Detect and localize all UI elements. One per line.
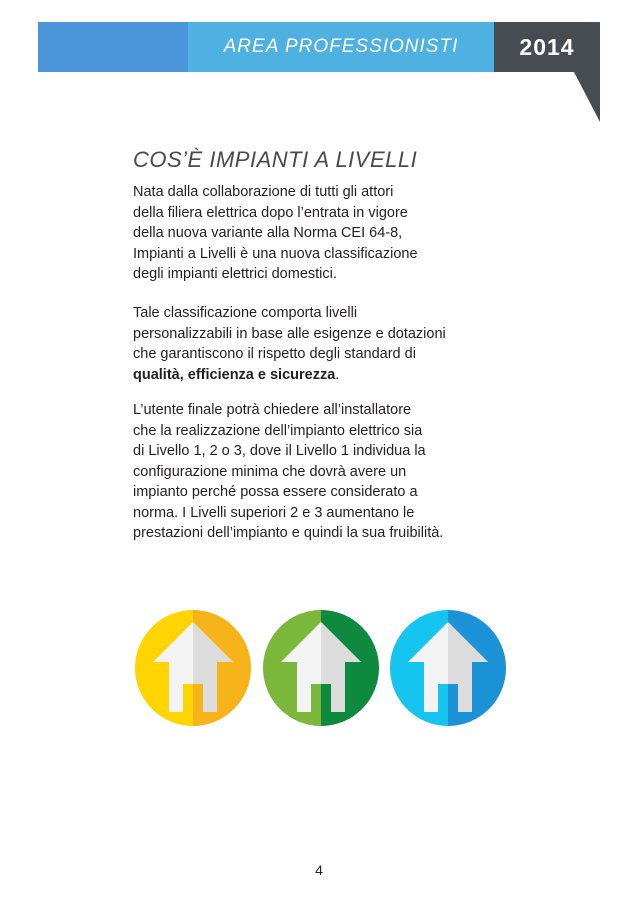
paragraph-intro: Nata dalla collaborazione di tutti gli attori della filiera elettrica dopo l’entrata in vigore della nuova variante alla Norma CEI 64-8, Impianti a Livelli è una nuova classificazione degli impianti elettrici domestici. [133,184,418,282]
header-year: 2014 [519,33,575,60]
header-corner-tail [574,72,602,124]
section-heading: COS’È IMPIANTI A LIVELLI [133,147,418,172]
paragraph-classification [133,303,533,385]
paragraph-classification-text: Tale classificazione comporta livelli personalizzabili in base alle esigenze e dotazioni che garantiscono il rispetto degli standard di [133,305,446,362]
blue-house-icon [388,608,508,728]
header-accent [38,22,188,72]
page-number: 4 [315,862,323,878]
paragraph-classification-end: . [335,366,340,383]
paragraph-classification-bold: qualità, efficienza e sicurezza [133,366,336,383]
paragraph-levels: L’utente finale potrà chiedere all’installatore che la realizzazione dell’impianto elettrico sia di Livello 1, 2 o 3, dove il Livello 1 individua la configurazione minima che dovrà avere un impianto perché possa essere considerato a norma. I Livelli superiori 2 e 3 aumentano le prestazioni dell’impianto e quindi la sua fruibilità. [133,402,444,541]
yellow-house-icon [133,608,253,728]
green-house-icon [261,608,381,728]
header-title: AREA PROFESSIONISTI [223,36,459,57]
level-icons [133,608,513,728]
header-title-box [188,22,494,72]
